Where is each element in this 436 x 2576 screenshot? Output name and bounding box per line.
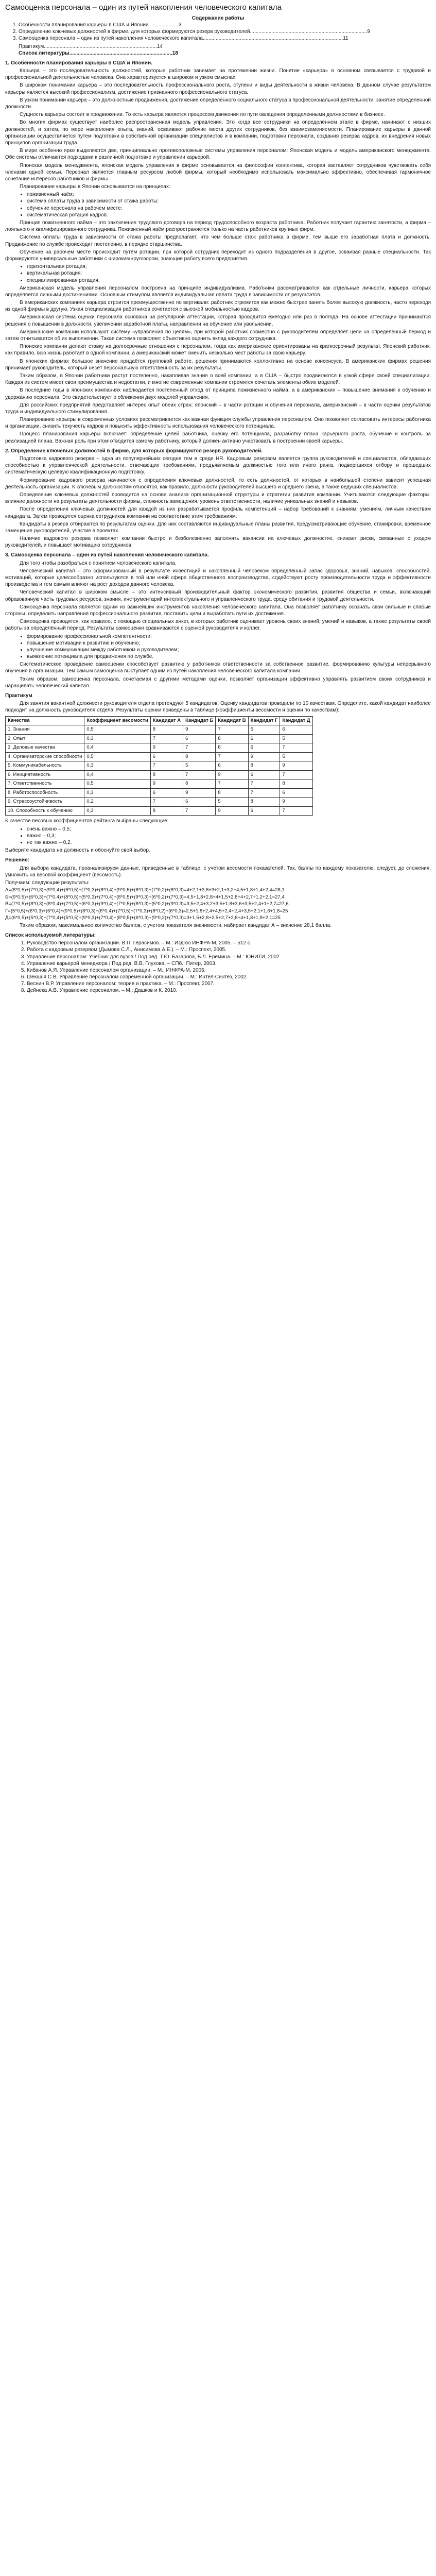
table-cell: 8 — [183, 752, 216, 761]
table-cell: 6 — [280, 788, 312, 798]
table-row — [6, 743, 313, 753]
table-cell: 0,4 — [84, 770, 150, 779]
document-page — [0, 0, 436, 994]
paragraph: Систематическое проведение самооценки способствует развитию у работников ответственности за собственное развитие, формированию культуры непрерывного обучения в организации. Тем самым самооценка выступает одним из путей накопления человеческого капитала компании. — [5, 662, 431, 674]
table-row — [6, 788, 313, 798]
paragraph: Человеческий капитал – это сформированный в результате инвестиций и накопленный человеком определённый запас здоровья, знаний, навыков, способностей, мотиваций, которые целесообразно используются в той или иной сфере общественного воспроизводства, содействуют росту производительности труда и эффективности производства и тем самым влияют на рост доходов данного человека. — [5, 568, 431, 588]
table-cell: 7 — [216, 752, 248, 761]
table-cell: 7. Ответственность — [6, 779, 84, 789]
paragraph: Наличие кадрового резерва позволяет компании быстро и безболезненно заполнять вакансии на ключевых должностях, снижает риски, связанные с уходом руководителей, и повышает мотивацию сотрудников. — [5, 536, 431, 549]
paragraph: Карьера – это последовательность должностей, которые работник занимает на протяжении жизни. Понятие «карьера» в основном связывается с трудовой и профессиональной деятельностью человека. Она характеризуется в широком и узком смыслах. — [5, 68, 431, 81]
list-item: • формирование профессиональной компетентности; — [27, 633, 431, 640]
table-row — [6, 725, 313, 735]
toc-item[interactable]: Список литературы........................................................................18 — [19, 50, 178, 56]
paragraph: Подготовка кадрового резерва – одна из популярнейших сегодня тем в среде HR. Кадровым резервом является группа руководителей и специалистов, обладающих способностью к управленческой деятельности, отвечающих требованиям, предъявляемым должностью того или иного ранга, подвергшихся отбору и прошедших систематическую целевую квалификационную подготовку. — [5, 456, 431, 476]
table-cell: 7 — [183, 770, 216, 779]
document-title: Самооценка персонала – один из путей накопления человеческого капитала — [5, 3, 282, 12]
paragraph: Планирование карьеры в современных условиях рассматривается как важная функция службы управления персоналом. Оно позволяет согласовать интересы работника и организации, снизить текучесть кадров и повысить эффективность использования человеческого потенциала. — [5, 417, 431, 430]
paragraph: Кандидаты в резерв отбираются по результатам оценки. Для них составляются индивидуальные планы развития, предусматривающие обучение, стажировки, временное замещение руководителей, участие в проектах. — [5, 521, 431, 534]
table-cell: 9 — [216, 770, 248, 779]
table-cell: 8 — [216, 743, 248, 753]
section-heading: Список используемой литературы: — [5, 932, 96, 938]
table-cell: 0,5 — [84, 752, 150, 761]
list-item: • не так важно – 0,2. — [27, 839, 431, 846]
table-cell: 7 — [150, 798, 183, 807]
table-cell: 6 — [248, 743, 280, 753]
table-body — [6, 725, 313, 816]
toc-item[interactable]: 3. Самооценка персонала – один из путей накопления человеческого капитала..................................................................................................11 — [19, 35, 431, 42]
section-heading: 1. Особенности планирования карьеры в США и Японии. — [5, 60, 152, 66]
paragraph: Для российских предприятий представляет интерес опыт обеих стран: японский – в части ротации и обучения персонала, американский – в части оценки результатов труда и индивидуального стимулирования. — [5, 402, 431, 415]
table-cell: 8 — [216, 734, 248, 743]
table-cell: 7 — [150, 761, 183, 771]
list-item: • обучение персонала на рабочем месте; — [27, 205, 431, 212]
table-cell: 8 — [150, 770, 183, 779]
paragraph: В узком понимании карьера – это должностные продвижения, достижение определенного социального статуса в профессиональной деятельности, занятие определенной должности. — [5, 97, 431, 110]
list-item: 2. Работа с кадровым резервом (Дымова С.Л., Анисимова А.Е.). – М.: Проспект, 2005. — [27, 946, 431, 953]
table-cell: 5 — [248, 725, 280, 735]
table-cell: 0,3 — [84, 761, 150, 771]
table-cell: 9 — [150, 779, 183, 789]
paragraph: Выберите кандидата на должность и обоснуйте свой выбор. — [5, 848, 150, 854]
list-item: • система оплаты труда в зависимости от стажа работы; — [27, 198, 431, 205]
paragraph: Планирование карьеры в Японии основывается на принципах: — [20, 184, 170, 190]
table-header-cell: Качества — [6, 716, 84, 725]
table-cell: 9 — [150, 743, 183, 753]
table-header-cell: Кандидат Д — [280, 716, 312, 725]
table-cell: 5. Коммуникабельность — [6, 761, 84, 771]
table-cell: 9 — [216, 806, 248, 816]
paragraph: Таким образом, максимальное количество баллов, с учетом показателя значимости, набирает кандидат А – значение 28,1 балла. — [20, 922, 332, 928]
paragraph: Процесс планирования карьеры включает: определение целей работника, оценку его потенциала, разработку плана карьерного роста, обучение и контроль за реализацией плана. Важная роль при этом отводится самому работнику, который должен активно участвовать в построении своей карьеры. — [5, 431, 431, 444]
table-cell: 9 — [183, 788, 216, 798]
table-cell: 8 — [183, 779, 216, 789]
formula-line: В=(7*0,5)+(8*0,3)+(8*0,4)+(7*0,5)+(6*0,3)+(9*0,4)+(7*0,5)+(8*0,3)+(5*0,2)+(9*0,3)=3,5+2,4+3,2+3,5+1,8+3,6+3,5+2,4+1+2,7=27,6 — [5, 901, 289, 907]
table-header-cell: Кандидат Б — [183, 716, 216, 725]
table-cell: 8 — [150, 806, 183, 816]
table-cell: 8 — [150, 725, 183, 735]
table-header-cell: Кандидат Г — [248, 716, 280, 725]
bullet-list — [5, 191, 431, 218]
paragraph: Сущность карьеры состоит в продвижении. То есть карьера является процессом движения по пути овладения определенными должностями в бизнесе. — [20, 112, 385, 118]
paragraph: Самооценка персонала является одним из важнейших инструментов накопления человеческого капитала. Она позволяет работнику осознать свои сильные и слабые стороны, определить направления профессионального развития, поставить цели и выработать пути их достижения. — [5, 604, 431, 617]
table-cell: 7 — [183, 743, 216, 753]
table-cell: 8 — [248, 761, 280, 771]
table-header-cell: Кандидат В — [216, 716, 248, 725]
table-cell: 7 — [280, 770, 312, 779]
paragraph: Принцип пожизненного найма – это заключение трудового договора на период трудоспособного возраста работника. Работник получает гарантию занятости, а фирма – лояльного и квалифицированного сотрудника. Пожизненный наём распространяется только на часть работников крупных фирм. — [5, 220, 431, 233]
paragraph: Самооценка проводится, как правило, с помощью специальных анкет, в которых работник оценивает уровень своих знаний, умений и навыков, а также результаты своей работы за определённый период. Результаты самооценки сравниваются с оценкой руководителя и коллег. — [5, 619, 431, 632]
list-item: 8. Дейнека А.В. Управление персоналом. – М.: Дашков и К, 2010. — [27, 987, 431, 994]
bullet-list — [5, 263, 431, 284]
table-cell: 6 — [248, 770, 280, 779]
table-cell: 0,3 — [84, 806, 150, 816]
section-heading: 3. Самооценка персонала – один из путей накопления человеческого капитала. — [5, 552, 209, 558]
table-cell: 7 — [280, 743, 312, 753]
list-item: • очень важно – 0,5; — [27, 826, 431, 833]
table-cell: 0,3 — [84, 734, 150, 743]
paragraph: Обучение на рабочем месте происходит путём ротации, при которой сотрудник переходит из одного подразделения в другое, осваивая разные специальности. Так формируются универсальные работники с широким кругозором, знающие работу всего предприятия. — [5, 249, 431, 262]
bullet-list — [5, 826, 431, 846]
table-cell: 5 — [280, 734, 312, 743]
toc-heading: Содержание работы — [191, 15, 245, 21]
paragraph: Таким образом, в Японии работники растут постепенно, накапливая знания о всей компании, а в США – быстро продвигаются в узкой сфере своей специализации. Каждая из систем имеет свои преимущества и недостатки, и многие современные компании стремятся сочетать элементы обеих моделей. — [5, 372, 431, 386]
table-cell: 5 — [280, 752, 312, 761]
table-cell: 6 — [183, 798, 216, 807]
list-item: • повышение мотивации к развитию и обучению; — [27, 640, 431, 647]
table-row — [6, 779, 313, 789]
table-cell: 9 — [280, 798, 312, 807]
paragraph: Для того чтобы разобраться с понятием человеческого капитала. — [20, 560, 177, 566]
table-header-row — [6, 716, 313, 725]
table-cell: 8. Работоспособность — [6, 788, 84, 798]
table-cell: 0,2 — [84, 798, 150, 807]
toc-item[interactable]: 2. Определение ключевых должностей в фирме, для которых формируются резерв руководителей..................................................................................9 — [19, 28, 431, 35]
paragraph: Человеческий капитал в широком смысле – это интенсивный производительный фактор экономического развития, развития общества и семьи, включающий образованную часть трудовых ресурсов, знания, инструментарий интеллектуального и управленческого труда, среду обитания и трудовой деятельности. — [5, 589, 431, 602]
paragraph: В последние годы в японских компаниях наблюдается постепенный отход от принципа пожизненного найма, а в американских – повышение внимания к обучению и удержанию персонала. Это свидетельствует о сближении двух моделей управления. — [5, 387, 431, 400]
formula-line: А=(8*0,5)+(7*0,3)+(9*0,4)+(6*0,5)+(7*0,3)+(8*0,4)+(9*0,5)+(6*0,3)+(7*0,2)+(8*0,3)=4+2,1+3,6+3+2,1+3,2+4,5+1,8+1,4+2,4=28,1 — [5, 887, 285, 893]
paragraph: Система оплаты труда в зависимости от стажа работы предполагает, что чем больше стаж работника в фирме, тем выше его заработная плата и должность. Продвижение по службе происходит постепенно, в порядке старшинства. — [5, 234, 431, 247]
section-heading: 2. Определение ключевых должностей в фирме, для которых формируются резерв руководителей. — [5, 448, 263, 454]
table-row — [6, 761, 313, 771]
table-cell: 0,5 — [84, 779, 150, 789]
table-cell: 2. Опыт — [6, 734, 84, 743]
table-row — [6, 770, 313, 779]
toc-item[interactable]: 1. Особенности планирования карьеры в США и Японии.....................3 — [19, 22, 431, 28]
list-item: 7. Веснин В.Р. Управление персоналом: теория и практика. – М.: Проспект, 2007. — [27, 980, 431, 987]
table-cell: 7 — [216, 725, 248, 735]
table-cell: 0,4 — [84, 743, 150, 753]
paragraph: Японская модель менеджмента, японская модель управления в фирме основывается на философии коллектива, которая заставляет сотрудников чувствовать себя членами одной семьи. Персонал является главным ресурсом любой фирмы, который необходимо использовать максимально эффективно, обеспечивая гармоничное сочетание интересов работников и фирмы. — [5, 162, 431, 182]
table-row — [6, 798, 313, 807]
paragraph: Получаем: следующие результаты: — [5, 879, 90, 886]
list-item: • специализированная ротация. — [27, 277, 431, 284]
solution-heading: Решение: — [5, 857, 29, 863]
paragraph: В японских фирмах большое значение придаётся групповой работе, решения принимаются коллективно на основе консенсуса. В американских фирмах решения принимает руководитель, который несёт персональную ответственность за их результаты. — [5, 358, 431, 371]
table-header-cell: Кандидат А — [150, 716, 183, 725]
paragraph: В американских компаниях карьера строится преимущественно по вертикали: работник стремится как можно быстрее занять более высокую должность, часто переходя из одной фирмы в другую. Узкая специализация работников сочетается с высокой мобильностью кадров. — [5, 300, 431, 313]
table-cell: 7 — [280, 806, 312, 816]
paragraph: Американские компании используют систему «управления по целям», при которой работник совместно с руководителем определяет цели на определённый период и затем отчитывается об их выполнении. Такая система позволяет объективно оценить вклад каждого сотрудника. — [5, 329, 431, 342]
table-cell: 7 — [248, 788, 280, 798]
table-cell: 7 — [248, 779, 280, 789]
paragraph: К качестве весовых коэффициентов рейтинга выбраны следующие: — [5, 818, 169, 824]
table-cell: 0,5 — [84, 725, 150, 735]
table-header-cell: Коэффициент весомости — [84, 716, 150, 725]
table-cell: 8 — [216, 788, 248, 798]
table-cell: 9 — [248, 752, 280, 761]
list-item: • пожизненный наём; — [27, 191, 431, 198]
table-cell: 6 — [248, 806, 280, 816]
table-cell: 9 — [280, 761, 312, 771]
list-item: • вертикальная ротация; — [27, 270, 431, 277]
list-item: 3. Управление персоналом: Учебник для вузов / Под ред. Т.Ю. Базарова, Б.Л. Еремина. – М.: ЮНИТИ, 2002. — [27, 954, 431, 960]
table-cell: 6 — [150, 752, 183, 761]
paragraph: Формирование кадрового резерва начинается с определения ключевых должностей, то есть должностей, от которых в наибольшей степени зависит успешная деятельность организации. К ключевым должностям относятся, как правило, должности руководителей высшего и среднего звена, а также ведущих специалистов. — [5, 477, 431, 490]
table-cell: 6. Инициативность — [6, 770, 84, 779]
table-cell: 10. Способность к обучению — [6, 806, 84, 816]
table-cell: 6 — [248, 734, 280, 743]
paragraph: Американская модель управления персоналом построена на принципе индивидуализма. Работники рассматриваются как отдельные личности, карьера которых определяется личными достижениями. Основным стимулом является индивидуальная оплата труда в зависимости от результатов. — [5, 285, 431, 298]
list-item: 4. Управление карьерой менеджера / Под ред. В.В. Глухова. – СПб.: Питер, 2003. — [27, 960, 431, 967]
table-row — [6, 806, 313, 816]
paragraph: Для занятия вакантной должности руководителя отдела претендуют 5 кандидатов. Оценку кандидатов проводили по 10 качествам. Определите, какой кандидат наиболее подходит на должность руководителя отдела. Результаты оценки приведены в таблице (коэффициенты весомости и оценки по качествам): — [5, 701, 431, 714]
paragraph: Определение ключевых должностей проводится на основе анализа организационной структуры и стратегии развития компании. Учитываются следующие факторы: влияние должности на результаты деятельности фирмы, сложность замещения, уровень ответственности, наличие уникальных знаний и навыков. — [5, 492, 431, 505]
paragraph: Таким образом, самооценка персонала, сочетаемая с другими методами оценки, позволяет организации эффективно управлять развитием своих сотрудников и наращивать человеческий капитал. — [5, 676, 431, 689]
table-cell: 5 — [183, 761, 216, 771]
formula-line: Г=(5*0,5)+(6*0,3)+(6*0,4)+(9*0,5)+(8*0,3)+(6*0,4)+(7*0,5)+(7*0,3)+(8*0,2)+(6*0,3)=2,5+1,8+2,4+4,5+2,4+2,4+3,5+2,1+1,6+1,8=25 — [5, 908, 288, 914]
table-row — [6, 752, 313, 761]
table-cell: 6 — [216, 761, 248, 771]
paragraph: В широком понимании карьера – это последовательность профессионального роста, ступени и виды деятельности в жизни человека. В данном случае результатом карьеры является высокий профессионализм, достижение признанного профессионального статуса. — [5, 82, 431, 95]
toc-list — [5, 22, 431, 42]
table-cell: 5 — [216, 798, 248, 807]
table-row — [6, 734, 313, 743]
list-item: • улучшение коммуникации между работником и руководителем; — [27, 647, 431, 653]
list-item: • важно – 0,3; — [27, 833, 431, 839]
paragraph: Американская система оценки персонала основана на регулярной аттестации, которая проводится ежегодно или раз в полгода. На основе аттестации принимаются решения о повышении в должности, увеличении заработной платы, направлении на обучение или увольнении. — [5, 314, 431, 327]
table-cell: 7 — [150, 734, 183, 743]
table-cell: 9 — [183, 725, 216, 735]
paragraph: Японские компании делают ставку на долгосрочные отношения с персоналом, тогда как американские ориентированы на краткосрочный результат. Японский работник, как правило, всю жизнь работает в одной компании, а американский может сменить несколько мест работы за свою карьеру. — [5, 344, 431, 357]
table-cell: 4. Организаторские способности — [6, 752, 84, 761]
formula-line: Б=(9*0,5)+(6*0,3)+(7*0,4)+(8*0,5)+(5*0,3)+(7*0,4)+(8*0,5)+(9*0,3)+(6*0,2)+(7*0,3)=4,5+1,8+2,8+4+1,5+2,8+4+2,7+1,2+2,1=27,4 — [5, 894, 285, 900]
table-cell: 0,3 — [84, 788, 150, 798]
table-cell: 8 — [248, 798, 280, 807]
list-item: 5. Кибанов А.Я. Управление персоналом организации. – М.: ИНФРА-М, 2005. — [27, 967, 431, 974]
paragraph: После определения ключевых должностей для каждой из них разрабатывается профиль компетенций – набор требований к знаниям, умениям, личным качествам кандидата. Затем проводится оценка сотрудников компании на соответствие этим требованиям. — [5, 506, 431, 519]
list-item: 6. Шекшня С.В. Управление персоналом современной организации. – М.: Интел-Синтез, 2002. — [27, 974, 431, 980]
table-cell: 1. Знания — [6, 725, 84, 735]
evaluation-table — [5, 716, 313, 816]
table-cell: 6 — [150, 788, 183, 798]
list-item: • систематическая ротация кадров. — [27, 212, 431, 218]
table-cell: 9. Стрессоустойчивость — [6, 798, 84, 807]
table-cell: 8 — [280, 779, 312, 789]
paragraph: Для выбора кандидата, проанализируем данные, приведенные в таблице, с учетом весомости показателей. Так, баллы по каждому показателю, следует, до сложения, умножить на весовой коэффициент (весомость). — [5, 865, 431, 878]
paragraph: Во многих фирмах существует наиболее распространенная модель управления. Это когда все сотрудники на определённом этапе в фирме, начинают с низших должностей, и затем, по мере накопления опыта, знаний, осваивают рабочие места других сотрудников, без взаимозаменяемости. Планирование карьеры в данной организации осуществляется путем подготовки в собственной организации специалистов и в компании, подготовки персонала, создания резерва кадров, их внедрения новых принципов организации труда. — [5, 120, 431, 146]
paragraph: В мире особенно ярко выделяются две, принципиально противоположные системы управления персоналом: Японская модель и модель американского менеджмента. Обе системы отличаются подходами к различной подготовке и управлении карьерой. — [5, 148, 431, 161]
bibliography-list — [5, 940, 431, 994]
section-heading: Практикум — [5, 693, 32, 699]
table-cell: 7 — [216, 779, 248, 789]
table-cell: 6 — [183, 734, 216, 743]
list-item: 1. Руководство персоналом организации. В.П. Герасимов. – М.: Изд-во ИНФРА-М, 2005. – 512 с. — [27, 940, 431, 946]
bullet-list — [5, 633, 431, 660]
table-cell: 6 — [280, 725, 312, 735]
table-cell: 7 — [183, 806, 216, 816]
table-cell: 3. Деловые качества — [6, 743, 84, 753]
list-item: • выявление потенциала для продвижения по службе. — [27, 653, 431, 660]
toc-item[interactable]: Практикум...............................................................................14 — [19, 43, 163, 49]
formula-line: Д=(6*0,5)+(5*0,3)+(7*0,4)+(5*0,5)+(9*0,3)+(7*0,4)+(8*0,5)+(6*0,3)+(9*0,2)+(7*0,3)=3+1,5+2,8+2,5+2,7+2,8+4+1,8+1,8+2,1=25 — [5, 915, 281, 921]
list-item: • горизонтальная ротация; — [27, 263, 431, 270]
